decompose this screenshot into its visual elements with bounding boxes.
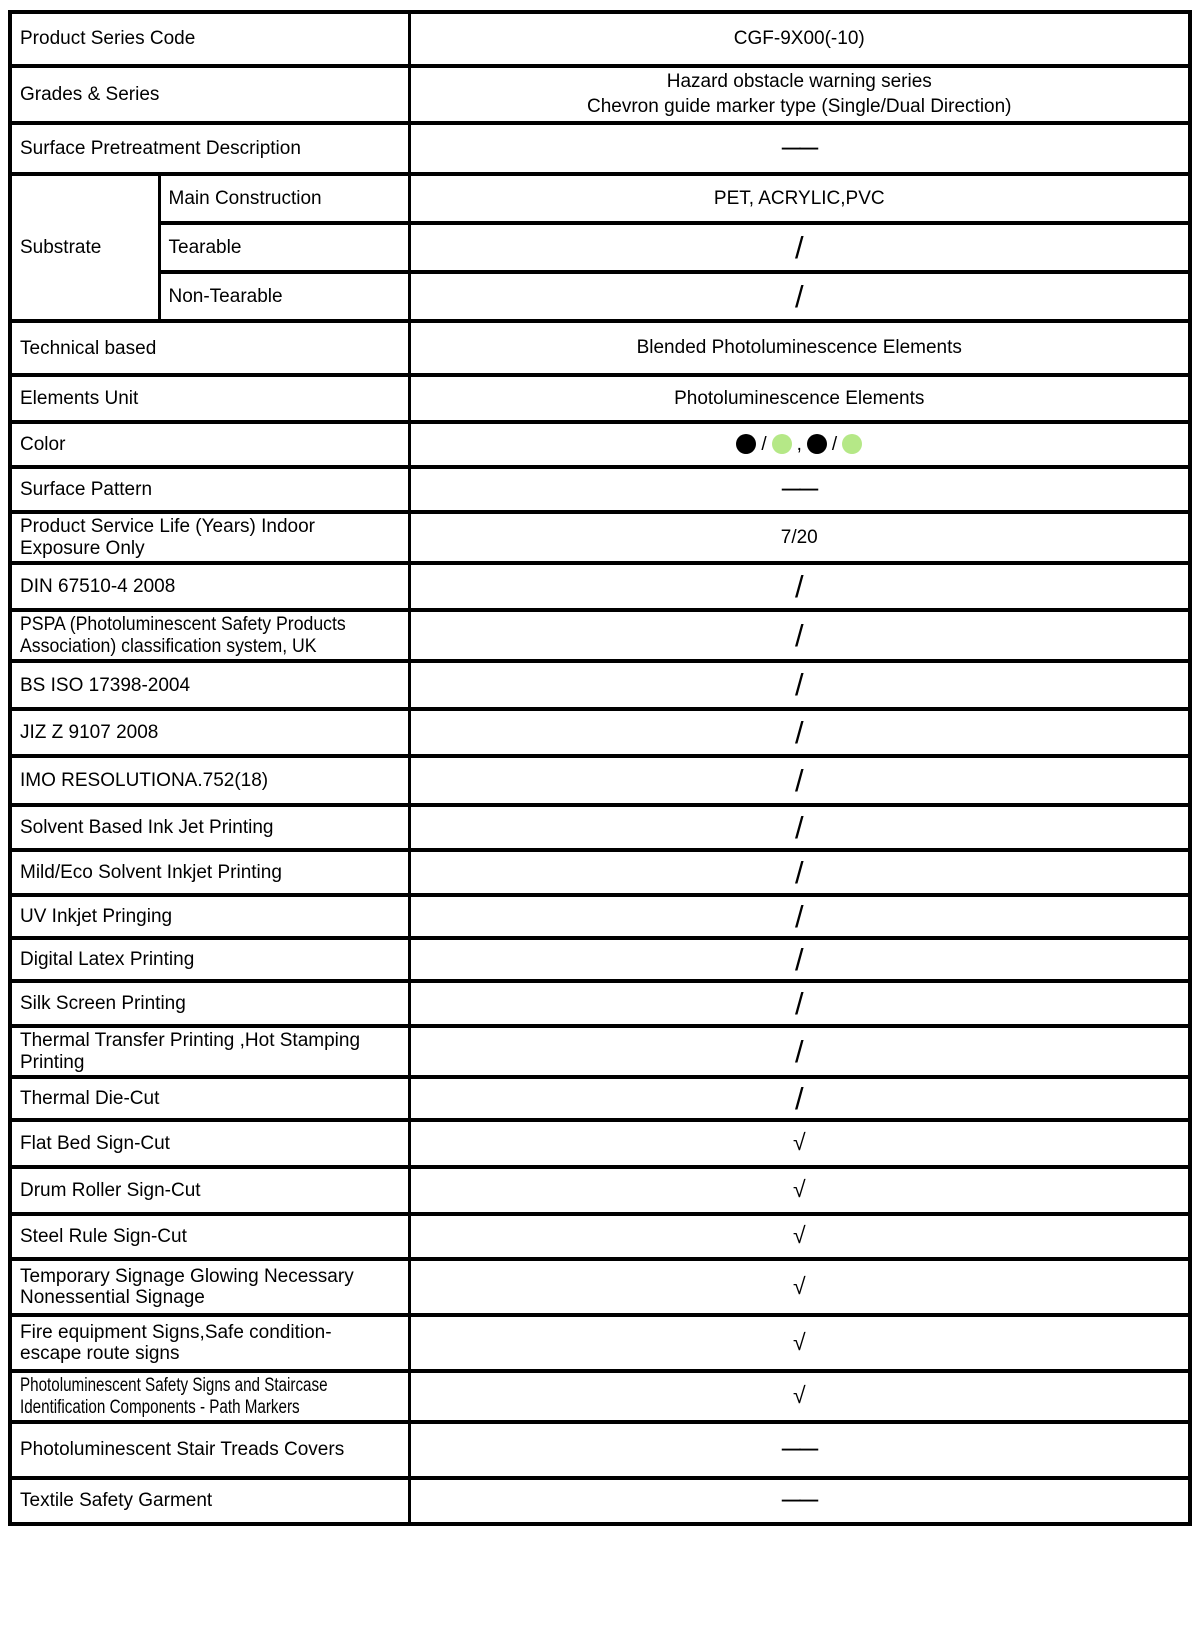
dash-mark: —— [781, 1490, 817, 1512]
row-label-cell [10, 938, 409, 981]
table-row-photoluminescent-safety-signs-staircase [10, 1371, 1190, 1422]
row-label-line: Digital Latex Printing [20, 949, 195, 971]
row-value-cell [409, 1371, 1190, 1422]
row-label-line: Identification Components - Path Markers [20, 1396, 300, 1418]
slash-mark: / [794, 854, 804, 890]
row-label-cell [10, 1315, 409, 1371]
row-sublabel: Non-Tearable [168, 286, 283, 308]
slash-mark: / [794, 1033, 804, 1069]
row-label-cell [10, 1026, 409, 1077]
check-mark: √ [792, 1328, 806, 1355]
row-label-line: Temporary Signage Glowing Necessary [20, 1265, 354, 1287]
check-mark: √ [792, 1272, 806, 1299]
check-mark: √ [792, 1222, 806, 1249]
slash-mark: / [794, 1080, 804, 1116]
row-value-cell [409, 1422, 1190, 1478]
row-label-cell [10, 1077, 409, 1120]
black-color-dot [807, 434, 827, 454]
slash-mark: / [794, 278, 804, 314]
row-value-cell [409, 938, 1190, 981]
row-value-cell [409, 563, 1190, 610]
table-row-surface-pattern [10, 467, 1190, 512]
dash-mark: —— [781, 137, 817, 159]
row-value-cell [409, 375, 1190, 422]
table-row-steel-rule-sign-cut [10, 1214, 1190, 1259]
table-row-substrate-non-tearable [10, 272, 1190, 321]
color-separator: , [796, 433, 802, 455]
row-value-cell [409, 1120, 1190, 1167]
substrate-group-cell [10, 174, 159, 321]
row-sublabel-cell [159, 223, 409, 272]
spec-table-body [10, 12, 1190, 1524]
row-label-line: Mild/Eco Solvent Inkjet Printing [20, 862, 282, 884]
row-label-cell [10, 850, 409, 895]
slash-mark: / [794, 941, 804, 977]
row-label-line: escape route signs [20, 1343, 180, 1365]
table-row-product-series-code [10, 12, 1190, 66]
table-row-photoluminescent-stair-treads-covers [10, 1422, 1190, 1478]
row-value-cell [409, 1167, 1190, 1214]
row-value-cell [409, 850, 1190, 895]
row-label-line: JIZ Z 9107 2008 [20, 722, 159, 744]
slash-mark: / [794, 985, 804, 1021]
slash-mark: / [794, 667, 804, 703]
check-mark: √ [792, 1129, 806, 1156]
row-value-text: Photoluminescence Elements [674, 387, 925, 409]
row-value-cell [409, 123, 1190, 174]
row-label-cell [10, 512, 409, 563]
row-value-cell [409, 66, 1190, 123]
row-label-line: Steel Rule Sign-Cut [20, 1225, 187, 1247]
row-label-line: Photoluminescent Stair Treads Covers [20, 1439, 345, 1461]
row-label-line: Surface Pretreatment Description [20, 138, 301, 160]
table-row-digital-latex-printing [10, 938, 1190, 981]
row-label-line: Association) classification system, UK [20, 635, 317, 657]
row-value-cell [409, 895, 1190, 938]
table-row-din-67510-4-2008 [10, 563, 1190, 610]
row-label-line: Thermal Transfer Printing ,Hot Stamping [20, 1030, 361, 1052]
table-row-textile-safety-garment [10, 1478, 1190, 1524]
green-color-dot [842, 434, 862, 454]
table-row-thermal-transfer-hot-stamping-printing [10, 1026, 1190, 1077]
table-row-solvent-based-ink-jet-printing [10, 805, 1190, 850]
table-row-product-service-life [10, 512, 1190, 563]
row-label-cell [10, 1478, 409, 1524]
row-label-line: Nonessential Signage [20, 1287, 205, 1309]
row-value-cell [409, 321, 1190, 375]
black-color-dot [736, 434, 756, 454]
slash-mark: / [794, 617, 804, 653]
row-value-cell [409, 805, 1190, 850]
slash-mark: / [794, 229, 804, 265]
row-value-text: CGF-9X00(-10) [733, 27, 865, 49]
row-value-text: Hazard obstacle warning series [666, 71, 932, 92]
row-label-line: Photoluminescent Safety Signs and Staircase [20, 1375, 328, 1397]
row-value-cell [409, 610, 1190, 661]
table-row-silk-screen-printing [10, 981, 1190, 1026]
row-label-cell [10, 563, 409, 610]
row-label-cell [10, 709, 409, 756]
row-value-text: Blended Photoluminescence Elements [636, 337, 962, 359]
row-label-line: Elements Unit [20, 388, 139, 410]
row-label-line: Technical based [20, 337, 157, 359]
table-row-surface-pretreatment-description [10, 123, 1190, 174]
row-label-cell [10, 1422, 409, 1478]
row-label-cell [10, 805, 409, 850]
row-label-cell [10, 422, 409, 467]
table-row-thermal-die-cut [10, 1077, 1190, 1120]
row-value-cell [409, 661, 1190, 709]
row-value-cell [409, 1259, 1190, 1315]
table-row-imo-resolution-a752-18 [10, 756, 1190, 805]
row-label-line: IMO RESOLUTIONA.752(18) [20, 770, 269, 792]
row-label-cell [10, 1120, 409, 1167]
row-sublabel-cell [159, 174, 409, 223]
row-sublabel: Main Construction [168, 188, 322, 210]
row-label-line: PSPA (Photoluminescent Safety Products [20, 614, 346, 636]
slash-mark: / [794, 809, 804, 845]
row-value-cell [409, 174, 1190, 223]
dash-mark: —— [781, 1439, 817, 1461]
row-value-cell [409, 1214, 1190, 1259]
row-value-cell [409, 1077, 1190, 1120]
row-label-line: Solvent Based Ink Jet Printing [20, 817, 274, 839]
row-value-cell [409, 1478, 1190, 1524]
row-value-cell [409, 512, 1190, 563]
row-label-line: BS ISO 17398-2004 [20, 674, 191, 696]
table-row-bs-iso-17398-2004 [10, 661, 1190, 709]
row-value-cell [409, 12, 1190, 66]
row-label-line: Color [20, 434, 66, 456]
row-label-line: UV Inkjet Pringing [20, 906, 173, 928]
check-mark: √ [792, 1176, 806, 1203]
product-spec-table [8, 10, 1192, 1526]
row-value-cell [409, 467, 1190, 512]
table-row-uv-inkjet-pringing [10, 895, 1190, 938]
table-row-technical-based [10, 321, 1190, 375]
row-label-cell [10, 661, 409, 709]
row-label-cell [10, 123, 409, 174]
row-label-cell [10, 12, 409, 66]
row-label-line: Fire equipment Signs,Safe condition- [20, 1321, 332, 1343]
table-row-flat-bed-sign-cut [10, 1120, 1190, 1167]
row-label-cell [10, 1167, 409, 1214]
row-sublabel-cell [159, 272, 409, 321]
row-value-cell [409, 422, 1190, 467]
row-label-cell [10, 1371, 409, 1422]
row-label-line: Silk Screen Printing [20, 993, 186, 1015]
table-row-fire-equipment-signs [10, 1315, 1190, 1371]
row-label-line: DIN 67510-4 2008 [20, 576, 176, 598]
check-mark: √ [792, 1382, 806, 1409]
table-row-mild-eco-solvent-inkjet-printing [10, 850, 1190, 895]
row-label-line: Product Series Code [20, 28, 196, 50]
row-value-cell [409, 223, 1190, 272]
row-value-cell [409, 1026, 1190, 1077]
table-row-grades-series [10, 66, 1190, 123]
color-separator: / [831, 433, 838, 455]
row-value-cell [409, 1315, 1190, 1371]
row-label-cell [10, 610, 409, 661]
green-color-dot [772, 434, 792, 454]
row-value-text: 7/20 [780, 526, 818, 548]
row-label-line: Textile Safety Garment [20, 1490, 213, 1512]
row-label-cell [10, 66, 409, 123]
row-label-line: Printing [20, 1051, 85, 1073]
row-label-cell [10, 321, 409, 375]
row-label-line: Grades & Series [20, 83, 160, 105]
row-label-cell [10, 756, 409, 805]
row-label-line: Exposure Only [20, 537, 145, 559]
row-label-cell [10, 895, 409, 938]
dash-mark: —— [781, 478, 817, 500]
row-sublabel: Tearable [168, 237, 242, 259]
row-label-line: Surface Pattern [20, 479, 153, 501]
row-value-cell [409, 272, 1190, 321]
row-label-line: Thermal Die-Cut [20, 1087, 160, 1109]
table-row-substrate-main-construction [10, 174, 1190, 223]
table-row-elements-unit [10, 375, 1190, 422]
slash-mark: / [794, 714, 804, 750]
row-value-cell [409, 756, 1190, 805]
row-value-cell [409, 981, 1190, 1026]
row-label-line: Drum Roller Sign-Cut [20, 1179, 201, 1201]
row-label-cell [10, 467, 409, 512]
color-separator: / [761, 433, 767, 455]
row-value-text: PET, ACRYLIC,PVC [713, 187, 885, 209]
row-value-cell [409, 709, 1190, 756]
table-row-jiz-z-9107-2008 [10, 709, 1190, 756]
table-row-color [10, 422, 1190, 467]
table-row-drum-roller-sign-cut [10, 1167, 1190, 1214]
row-label-cell [10, 1214, 409, 1259]
substrate-group-label: Substrate [20, 237, 102, 259]
slash-mark: / [794, 568, 804, 604]
row-label-line: Product Service Life (Years) Indoor [20, 516, 316, 538]
table-row-temporary-signage-glowing [10, 1259, 1190, 1315]
table-row-substrate-tearable [10, 223, 1190, 272]
slash-mark: / [794, 762, 804, 798]
row-label-cell [10, 1259, 409, 1315]
slash-mark: / [794, 898, 804, 934]
row-label-cell [10, 375, 409, 422]
row-value-text: Chevron guide marker type (Single/Dual Direction) [586, 95, 1012, 117]
row-label-cell [10, 981, 409, 1026]
row-label-line: Flat Bed Sign-Cut [20, 1132, 170, 1154]
table-row-pspa-classification-system-uk [10, 610, 1190, 661]
